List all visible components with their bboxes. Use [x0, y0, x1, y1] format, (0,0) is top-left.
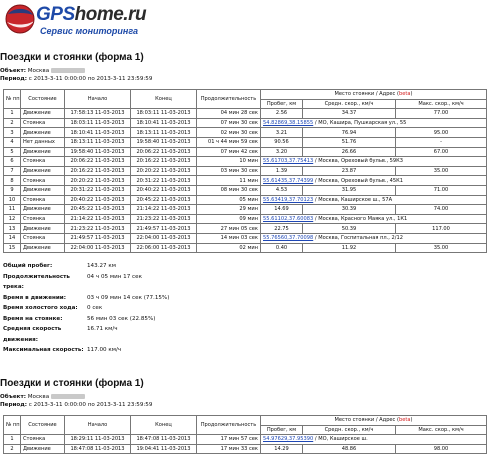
cell-num: 10 — [4, 195, 21, 205]
cell-avg-speed: 23.87 — [303, 166, 396, 176]
cell-duration: 07 мин 30 сек — [197, 118, 261, 128]
cell-num: 5 — [4, 147, 21, 157]
cell-place — [261, 157, 487, 167]
cell-place — [261, 118, 487, 128]
coords-link[interactable]: 54.97629,37.95390 — [263, 436, 314, 443]
summary-label: Время в движении: — [3, 294, 66, 301]
cell-max-speed: 98.00 — [396, 444, 487, 454]
cell-start: 21:14:22 11-03-2013 — [65, 214, 131, 224]
report-summary — [3, 261, 500, 356]
summary-row — [3, 261, 500, 272]
report-title: Поездки и стоянки (форма 1) — [0, 52, 144, 63]
cell-start: 19:58:40 11-03-2013 — [65, 147, 131, 157]
cell-place — [261, 195, 487, 205]
cell-duration: 07 мин 42 сек — [197, 147, 261, 157]
table-row — [4, 128, 487, 138]
address-text: / МО, Каширское ш. — [314, 436, 368, 443]
cell-duration: 05 мин — [197, 195, 261, 205]
cell-max-speed: 74.00 — [396, 205, 487, 215]
col-duration: Продолжительность — [197, 90, 261, 109]
beta-link[interactable]: beta — [398, 417, 411, 424]
cell-state: Стоянка — [21, 214, 65, 224]
cell-start: 22:04:00 11-03-2013 — [65, 243, 131, 253]
summary-value: 16.71 км/ч — [87, 326, 118, 333]
logo-subtitle: Сервис мониторинга — [40, 26, 139, 36]
period-label: Период: — [0, 76, 27, 82]
cell-num: 12 — [4, 214, 21, 224]
cell-duration: 04 мин 28 сек — [197, 109, 261, 119]
cell-max-speed: 71.00 — [396, 185, 487, 195]
cell-start: 18:13:11 11-03-2013 — [65, 137, 131, 147]
report-title: Поездки и стоянки (форма 1) — [0, 378, 144, 389]
report-meta — [0, 393, 500, 409]
period-label: Период: — [0, 402, 27, 408]
summary-row — [3, 314, 500, 325]
col-mileage: Пробег, км — [261, 425, 303, 435]
cell-num: 3 — [4, 128, 21, 138]
col-max-speed: Макс. скор., км/ч — [396, 99, 487, 109]
cell-place — [261, 214, 487, 224]
cell-num: 9 — [4, 185, 21, 195]
cell-state: Стоянка — [21, 176, 65, 186]
cell-duration: 10 мин — [197, 157, 261, 167]
period-line — [0, 401, 500, 409]
gpshome-logo[interactable] — [0, 0, 180, 44]
table-row — [4, 147, 487, 157]
col-state: Состояние — [21, 90, 65, 109]
address-text: / Москва, Красного Маяка ул., 1К1 — [314, 216, 408, 223]
cell-mileage: 1.39 — [261, 166, 303, 176]
coords-link[interactable]: 55.76560,37.70098 — [263, 235, 314, 242]
beta-link[interactable]: beta — [398, 91, 411, 98]
cell-mileage: 14.69 — [261, 205, 303, 215]
cell-state: Движение — [21, 224, 65, 234]
cell-end: 20:16:22 11-03-2013 — [131, 157, 197, 167]
table-row — [4, 109, 487, 119]
cell-state: Движение — [21, 185, 65, 195]
report-meta — [0, 67, 500, 83]
cell-state: Стоянка — [21, 195, 65, 205]
cell-state: Движение — [21, 128, 65, 138]
cell-end: 19:58:40 11-03-2013 — [131, 137, 197, 147]
period-line — [0, 75, 500, 83]
address-text: / Москва, Ореховый бульв., 59К3 — [314, 158, 404, 165]
cell-place — [261, 233, 487, 243]
period-value: с 2013-3-11 0:00:00 по 2013-3-11 23:59:59 — [28, 76, 153, 82]
object-line — [0, 67, 500, 75]
table-row — [4, 205, 487, 215]
cell-start: 20:20:22 11-03-2013 — [65, 176, 131, 186]
col-start: Начало — [65, 90, 131, 109]
cell-duration: 02 мин 30 сек — [197, 128, 261, 138]
cell-max-speed: - — [396, 137, 487, 147]
cell-state: Движение — [21, 109, 65, 119]
cell-start: 20:16:22 11-03-2013 — [65, 166, 131, 176]
address-text: / Москва, Каширское ш., 57А — [314, 196, 393, 203]
cell-duration: 27 мин 05 сек — [197, 224, 261, 234]
cell-max-speed: 95.00 — [396, 128, 487, 138]
cell-duration: 01 ч 44 мин 59 сек — [197, 137, 261, 147]
cell-avg-speed: 11.92 — [303, 243, 396, 253]
cell-end: 20:06:22 11-03-2013 — [131, 147, 197, 157]
globe-icon — [2, 2, 38, 36]
coords-link[interactable]: 55.63419,37.70123 — [263, 196, 314, 203]
cell-num: 2 — [4, 444, 21, 454]
cell-start: 20:06:22 11-03-2013 — [65, 157, 131, 167]
address-text: / Москва, Ореховый бульв., 45К1 — [314, 177, 404, 184]
cell-start: 18:10:41 11-03-2013 — [65, 128, 131, 138]
cell-state: Стоянка — [21, 233, 65, 243]
cell-state: Движение — [21, 166, 65, 176]
table-row — [4, 137, 487, 147]
cell-num: 1 — [4, 435, 21, 445]
table-row — [4, 118, 487, 128]
cell-start: 21:23:22 11-03-2013 — [65, 224, 131, 234]
col-start: Начало — [65, 416, 131, 435]
cell-mileage: 14.29 — [261, 444, 303, 454]
col-place-label: Место стоянки / Адрес ( — [334, 417, 399, 424]
period-value: с 2013-3-11 0:00:00 по 2013-3-11 23:59:59 — [28, 402, 153, 408]
table-row — [4, 157, 487, 167]
table-row — [4, 214, 487, 224]
summary-value: 04 ч 05 мин 17 сек — [87, 273, 142, 280]
cell-state: Стоянка — [21, 435, 65, 445]
cell-end: 21:14:22 11-03-2013 — [131, 205, 197, 215]
coords-link[interactable]: 54.82869,38.15855 — [263, 120, 314, 127]
cell-start: 21:49:57 11-03-2013 — [65, 233, 131, 243]
cell-state: Стоянка — [21, 157, 65, 167]
coords-link[interactable]: 55.61435,37.74399 — [263, 177, 314, 184]
col-mileage: Пробег, км — [261, 99, 303, 109]
cell-max-speed: 35.00 — [396, 243, 487, 253]
summary-value: 56 мин 03 сек (22.85%) — [87, 315, 156, 322]
cell-duration: 03 мин 30 сек — [197, 166, 261, 176]
summary-row — [3, 324, 500, 345]
cell-start: 20:31:22 11-03-2013 — [65, 185, 131, 195]
cell-end: 18:13:11 11-03-2013 — [131, 128, 197, 138]
cell-start: 18:03:11 11-03-2013 — [65, 118, 131, 128]
cell-state: Стоянка — [21, 118, 65, 128]
coords-link[interactable]: 55.61703,37.75413 — [263, 158, 314, 165]
cell-max-speed: 77.00 — [396, 109, 487, 119]
cell-mileage: 0.40 — [261, 243, 303, 253]
cell-state: Нет данных — [21, 137, 65, 147]
cell-place — [261, 435, 487, 445]
summary-label: Средняя скорость движения: — [3, 326, 62, 343]
cell-duration: 08 мин 30 сек — [197, 185, 261, 195]
cell-mileage: 4.53 — [261, 185, 303, 195]
trips-table — [3, 415, 487, 454]
cell-end: 21:23:22 11-03-2013 — [131, 214, 197, 224]
cell-num: 15 — [4, 243, 21, 253]
cell-num: 13 — [4, 224, 21, 234]
cell-end: 18:47:08 11-03-2013 — [131, 435, 197, 445]
cell-avg-speed: 34.37 — [303, 109, 396, 119]
col-place-end: ) — [410, 91, 413, 98]
cell-start: 18:47:08 11-03-2013 — [65, 444, 131, 454]
cell-state: Движение — [21, 205, 65, 215]
cell-num: 11 — [4, 205, 21, 215]
cell-start: 17:58:13 11-03-2013 — [65, 109, 131, 119]
cell-duration: 17 мин 57 сек — [197, 435, 261, 445]
table-row — [4, 435, 487, 445]
col-state: Состояние — [21, 416, 65, 435]
summary-value: 0 сек — [87, 305, 103, 312]
cell-max-speed: 35.00 — [396, 166, 487, 176]
cell-mileage: 90.56 — [261, 137, 303, 147]
cell-avg-speed: 31.95 — [303, 185, 396, 195]
cell-end: 20:45:22 11-03-2013 — [131, 195, 197, 205]
logo-gps: GPS — [36, 4, 75, 25]
summary-value: 03 ч 09 мин 14 сек (77.15%) — [87, 294, 170, 301]
cell-start: 20:40:22 11-03-2013 — [65, 195, 131, 205]
cell-end: 20:31:22 11-03-2013 — [131, 176, 197, 186]
col-num: № пп — [4, 90, 21, 109]
summary-value: 143.27 км — [87, 263, 116, 270]
col-duration: Продолжительность — [197, 416, 261, 435]
cell-avg-speed: 76.94 — [303, 128, 396, 138]
summary-label: Время холостого хода: — [3, 305, 78, 312]
logo-home: home.ru — [74, 4, 147, 25]
cell-duration: 09 мин — [197, 214, 261, 224]
cell-start: 20:45:22 11-03-2013 — [65, 205, 131, 215]
cell-state: Движение — [21, 444, 65, 454]
cell-num: 2 — [4, 118, 21, 128]
cell-place — [261, 176, 487, 186]
cell-end: 22:06:00 11-03-2013 — [131, 243, 197, 253]
table-row — [4, 444, 487, 454]
cell-end: 18:10:41 11-03-2013 — [131, 118, 197, 128]
col-place — [261, 416, 487, 426]
table-row — [4, 224, 487, 234]
address-text: / Москва, Госпитальная пл., 2/12 — [314, 235, 403, 242]
col-num: № пп — [4, 416, 21, 435]
coords-link[interactable]: 55.61102,37.60083 — [263, 216, 314, 223]
cell-mileage: 2.56 — [261, 109, 303, 119]
redacted-block — [51, 68, 85, 73]
cell-mileage: 3.20 — [261, 147, 303, 157]
trips-table — [3, 89, 487, 253]
object-value: Москва — [27, 68, 50, 74]
col-place-end: ) — [410, 417, 413, 424]
logo-wordmark — [36, 4, 146, 26]
col-avg-speed: Средн. скор., км/ч — [303, 99, 396, 109]
object-label: Объект: — [0, 394, 26, 400]
cell-end: 20:20:22 11-03-2013 — [131, 166, 197, 176]
table-row — [4, 176, 487, 186]
col-place-label: Место стоянки / Адрес ( — [334, 91, 399, 98]
cell-num: 14 — [4, 233, 21, 243]
cell-avg-speed: 26.66 — [303, 147, 396, 157]
cell-start: 18:29:11 11-03-2013 — [65, 435, 131, 445]
cell-end: 18:03:11 11-03-2013 — [131, 109, 197, 119]
cell-state: Движение — [21, 147, 65, 157]
cell-end: 22:04:00 11-03-2013 — [131, 233, 197, 243]
cell-num: 8 — [4, 176, 21, 186]
cell-avg-speed: 48.86 — [303, 444, 396, 454]
table-row — [4, 195, 487, 205]
cell-duration: 02 мин — [197, 243, 261, 253]
cell-avg-speed: 51.76 — [303, 137, 396, 147]
table-row — [4, 243, 487, 253]
cell-duration: 14 мин 03 сек — [197, 233, 261, 243]
cell-mileage: 22.75 — [261, 224, 303, 234]
cell-duration: 11 мин — [197, 176, 261, 186]
col-place — [261, 90, 487, 100]
col-end: Конец — [131, 90, 197, 109]
cell-num: 6 — [4, 157, 21, 167]
cell-end: 19:04:41 11-03-2013 — [131, 444, 197, 454]
summary-label: Время на стоянке: — [3, 315, 63, 322]
cell-end: 20:40:22 11-03-2013 — [131, 185, 197, 195]
summary-label: Максимальная скорость: — [3, 347, 84, 354]
table-row — [4, 166, 487, 176]
cell-max-speed: 117.00 — [396, 224, 487, 234]
cell-end: 21:49:57 11-03-2013 — [131, 224, 197, 234]
cell-duration: 29 мин — [197, 205, 261, 215]
object-value: Москва — [27, 394, 50, 400]
cell-avg-speed: 30.39 — [303, 205, 396, 215]
object-label: Объект: — [0, 68, 26, 74]
object-line — [0, 393, 500, 401]
summary-label: Продолжительность трека: — [3, 273, 70, 291]
summary-label: Общий пробег: — [3, 263, 53, 270]
summary-value: 117.00 км/ч — [87, 347, 122, 354]
cell-max-speed: 67.00 — [396, 147, 487, 157]
col-max-speed: Макс. скор., км/ч — [396, 425, 487, 435]
col-end: Конец — [131, 416, 197, 435]
summary-row — [3, 303, 500, 314]
redacted-block — [51, 394, 85, 399]
cell-state: Движение — [21, 243, 65, 253]
table-row — [4, 185, 487, 195]
cell-mileage: 3.21 — [261, 128, 303, 138]
col-avg-speed: Средн. скор., км/ч — [303, 425, 396, 435]
cell-num: 1 — [4, 109, 21, 119]
cell-duration: 17 мин 33 сек — [197, 444, 261, 454]
cell-num: 4 — [4, 137, 21, 147]
report-section-1 — [0, 52, 500, 356]
cell-num: 7 — [4, 166, 21, 176]
summary-row — [3, 272, 500, 293]
report-section-2 — [0, 378, 500, 454]
summary-row — [3, 293, 500, 304]
cell-avg-speed: 50.39 — [303, 224, 396, 234]
summary-row — [3, 345, 500, 356]
address-text: / МО, Кашира, Пушкарская ул., 55 — [314, 120, 407, 127]
table-row — [4, 233, 487, 243]
